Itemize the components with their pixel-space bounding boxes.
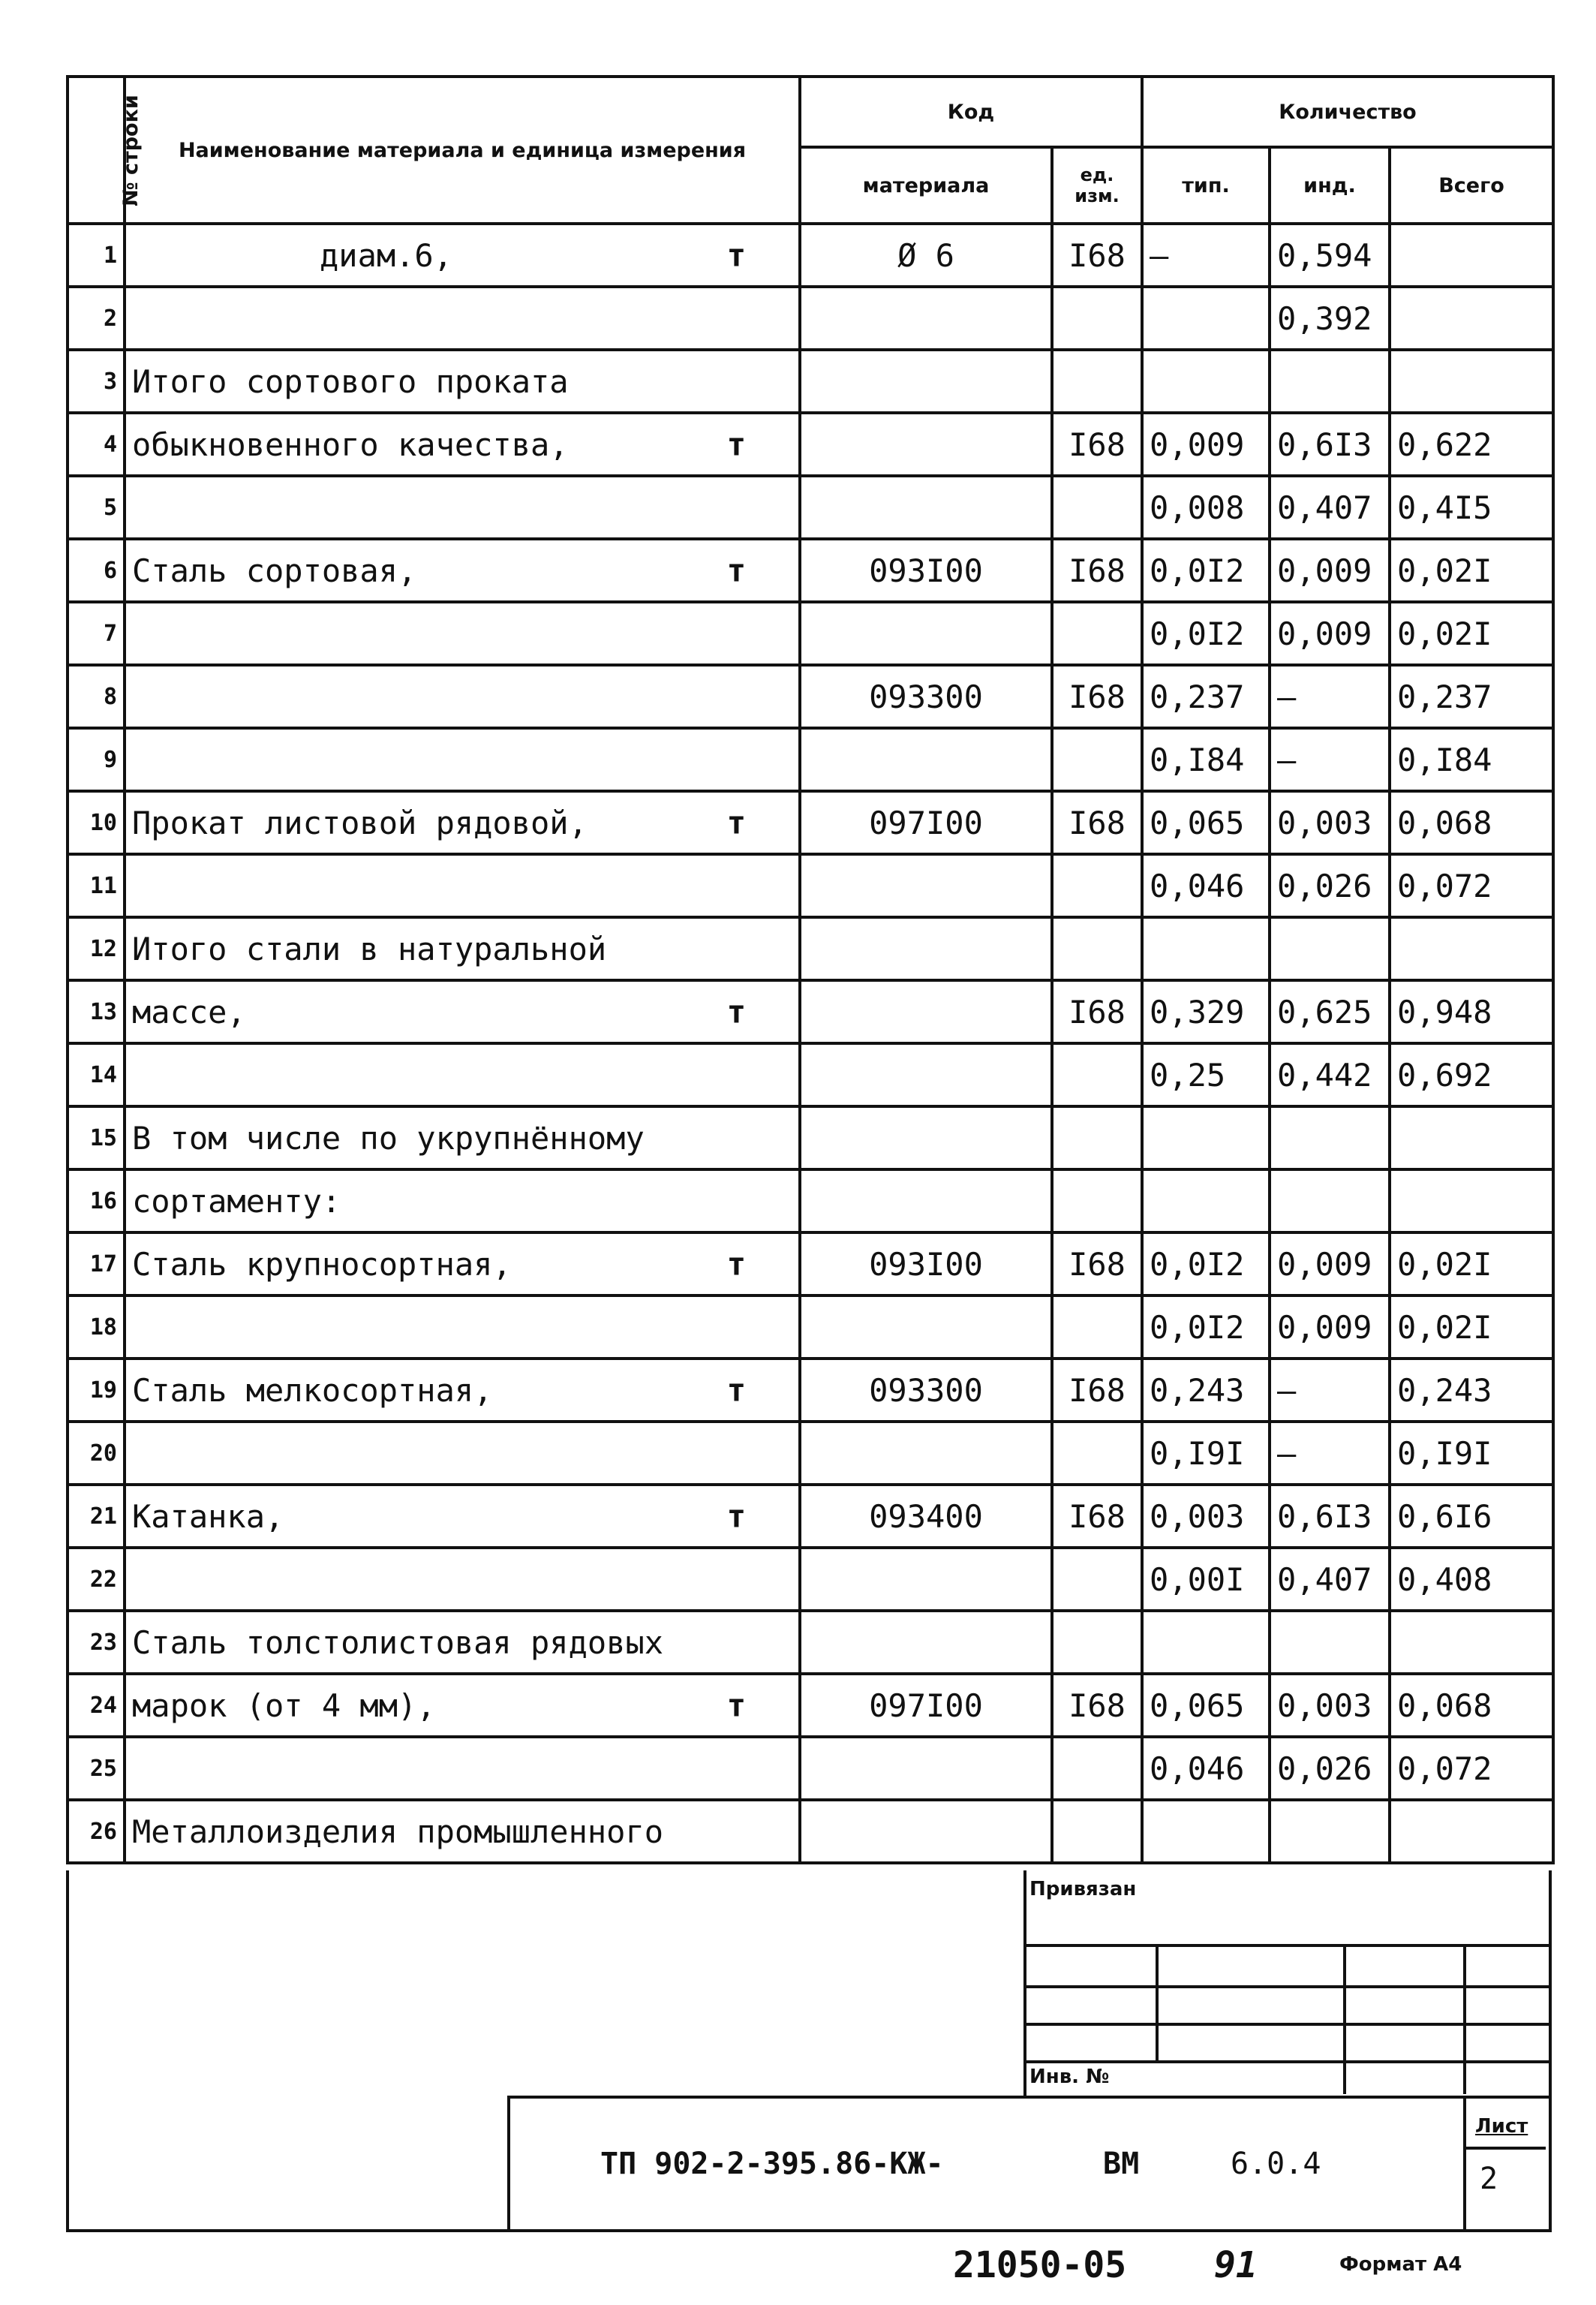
document-vm: ВМ: [1103, 2147, 1140, 2181]
unit-code: [1052, 1422, 1142, 1485]
unit-code: I68: [1052, 665, 1142, 728]
quantity-total: 0,243: [1390, 1359, 1553, 1422]
document-code: ТП 902-2-395.86-КЖ-: [600, 2147, 944, 2181]
unit-code: [1052, 1800, 1142, 1863]
unit-of-measure: т: [726, 1687, 746, 1724]
quantity-typ: 0,I9I: [1142, 1422, 1270, 1485]
material-name: [125, 791, 800, 854]
unit-of-measure: т: [726, 804, 746, 841]
material-name: [125, 602, 800, 665]
row-number: 21: [68, 1485, 125, 1548]
material-name: [125, 917, 800, 980]
quantity-ind: 0,6I3: [1270, 1485, 1390, 1548]
quantity-total: 0,068: [1390, 1674, 1553, 1737]
material-name: [125, 1359, 800, 1422]
unit-code: I68: [1052, 791, 1142, 854]
quantity-ind: 0,009: [1270, 1232, 1390, 1295]
material-code: 093300: [800, 1359, 1052, 1422]
quantity-ind: 0,026: [1270, 1737, 1390, 1800]
material-code: [800, 1106, 1052, 1169]
row-number: 8: [68, 665, 125, 728]
material-name-text: массе,: [132, 993, 246, 1031]
material-name-text: марок (от 4 мм),: [132, 1687, 436, 1724]
unit-of-measure: т: [726, 993, 746, 1031]
row-number: 13: [68, 980, 125, 1043]
table-row: [68, 1043, 1553, 1106]
material-code: [800, 854, 1052, 917]
document-number: 6.0.4: [1231, 2147, 1321, 2181]
quantity-ind: [1270, 1169, 1390, 1232]
quantity-ind: 0,009: [1270, 539, 1390, 602]
unit-code: [1052, 728, 1142, 791]
material-name: [125, 539, 800, 602]
code-header: Код: [800, 77, 1142, 147]
material-name: [125, 1485, 800, 1548]
inventory-number-label: Инв. №: [1029, 2066, 1110, 2088]
unit-code: [1052, 1106, 1142, 1169]
unit-code: I68: [1052, 1232, 1142, 1295]
material-code: [800, 1611, 1052, 1674]
row-number-header: № строки: [68, 77, 125, 224]
quantity-typ: [1142, 350, 1270, 413]
row-number: 19: [68, 1359, 125, 1422]
row-number: 26: [68, 1800, 125, 1863]
material-name: [125, 665, 800, 728]
material-code: 097I00: [800, 1674, 1052, 1737]
table-row: [68, 539, 1553, 602]
material-name-header: Наименование материала и единица измерения: [125, 77, 800, 224]
material-name: [125, 1674, 800, 1737]
quantity-total: 0,072: [1390, 854, 1553, 917]
material-name-text: Сталь толстолистовая рядовых: [132, 1623, 664, 1661]
material-name-text: Сталь крупносортная,: [132, 1245, 512, 1283]
material-name: [125, 1422, 800, 1485]
unit-of-measure: т: [726, 1497, 746, 1535]
quantity-total: 0,02I: [1390, 539, 1553, 602]
unit-code: [1052, 1295, 1142, 1359]
row-number: 7: [68, 602, 125, 665]
unit-code: I68: [1052, 224, 1142, 287]
unit-of-measure: т: [726, 1371, 746, 1409]
quantity-typ: [1142, 1169, 1270, 1232]
material-name: [125, 980, 800, 1043]
quantity-typ: 0,008: [1142, 476, 1270, 539]
quantity-total: 0,4I5: [1390, 476, 1553, 539]
quantity-ind: 0,392: [1270, 287, 1390, 350]
quantity-ind: 0,003: [1270, 791, 1390, 854]
sheet-number: 2: [1480, 2162, 1498, 2196]
material-name-text: Металлоизделия промышленного: [132, 1813, 664, 1850]
material-name-text: Катанка,: [132, 1497, 284, 1535]
quantity-total: 0,I9I: [1390, 1422, 1553, 1485]
material-code: [800, 287, 1052, 350]
quantity-total: 0,I84: [1390, 728, 1553, 791]
unit-of-measure: т: [726, 1245, 746, 1283]
quantity-total: 0,068: [1390, 791, 1553, 854]
table-row: [68, 1106, 1553, 1169]
material-code: [800, 728, 1052, 791]
material-code: [800, 350, 1052, 413]
material-name: [125, 1106, 800, 1169]
material-code: [800, 1422, 1052, 1485]
quantity-typ: [1142, 1106, 1270, 1169]
table-row: [68, 1800, 1553, 1863]
quantity-ind: 0,009: [1270, 602, 1390, 665]
quantity-ind: 0,442: [1270, 1043, 1390, 1106]
quantity-typ: 0,009: [1142, 413, 1270, 476]
material-name: [125, 1232, 800, 1295]
unit-code: [1052, 854, 1142, 917]
unit-code: [1052, 287, 1142, 350]
quantity-ind: 0,407: [1270, 476, 1390, 539]
material-name: [125, 1800, 800, 1863]
material-code: [800, 1800, 1052, 1863]
table-row: [68, 980, 1553, 1043]
row-number: 12: [68, 917, 125, 980]
row-number: 5: [68, 476, 125, 539]
table-row: [68, 1485, 1553, 1548]
quantity-total: [1390, 224, 1553, 287]
quantity-typ: 0,00I: [1142, 1548, 1270, 1611]
material-code: 093I00: [800, 1232, 1052, 1295]
unit-code: [1052, 602, 1142, 665]
material-name: [125, 1737, 800, 1800]
quantity-total: [1390, 287, 1553, 350]
ind-header: инд.: [1270, 147, 1390, 224]
unit-code: [1052, 1548, 1142, 1611]
row-number: 23: [68, 1611, 125, 1674]
quantity-total: 0,6I6: [1390, 1485, 1553, 1548]
quantity-total: 0,408: [1390, 1548, 1553, 1611]
material-code: [800, 1548, 1052, 1611]
quantity-ind: [1270, 1800, 1390, 1863]
quantity-total: 0,02I: [1390, 602, 1553, 665]
quantity-typ: 0,0I2: [1142, 1232, 1270, 1295]
material-code-header: материала: [800, 147, 1052, 224]
material-code: 093I00: [800, 539, 1052, 602]
material-code: 093400: [800, 1485, 1052, 1548]
material-name: [125, 476, 800, 539]
unit-code: I68: [1052, 539, 1142, 602]
table-row: [68, 1422, 1553, 1485]
row-number: 18: [68, 1295, 125, 1359]
unit-code: [1052, 476, 1142, 539]
quantity-typ: 0,25: [1142, 1043, 1270, 1106]
typ-header: тип.: [1142, 147, 1270, 224]
table-row: [68, 728, 1553, 791]
unit-code: [1052, 1169, 1142, 1232]
row-number: 17: [68, 1232, 125, 1295]
table-row: [68, 350, 1553, 413]
quantity-total: [1390, 350, 1553, 413]
row-number: 20: [68, 1422, 125, 1485]
quantity-ind: [1270, 350, 1390, 413]
bill-of-materials-table: [66, 75, 1555, 1864]
quantity-typ: [1142, 917, 1270, 980]
quantity-total: [1390, 1106, 1553, 1169]
material-name: [125, 1169, 800, 1232]
material-name-text: Сталь сортовая,: [132, 552, 417, 589]
material-code: 097I00: [800, 791, 1052, 854]
quantity-ind: –: [1270, 1422, 1390, 1485]
quantity-total: [1390, 1800, 1553, 1863]
row-number: 14: [68, 1043, 125, 1106]
unit-code: I68: [1052, 1485, 1142, 1548]
row-number: 2: [68, 287, 125, 350]
material-name-text: сортаменту:: [132, 1182, 341, 1220]
material-name: [125, 287, 800, 350]
row-number: 24: [68, 1674, 125, 1737]
row-number: 11: [68, 854, 125, 917]
material-name-text: Итого сортового проката: [132, 363, 569, 400]
quantity-typ: 0,329: [1142, 980, 1270, 1043]
table-row: [68, 1611, 1553, 1674]
table-row: [68, 1232, 1553, 1295]
table-row: [68, 1548, 1553, 1611]
quantity-typ: 0,065: [1142, 791, 1270, 854]
table-row: [68, 224, 1553, 287]
quantity-ind: [1270, 1106, 1390, 1169]
material-code: 093300: [800, 665, 1052, 728]
material-code: [800, 1043, 1052, 1106]
quantity-total: 0,02I: [1390, 1232, 1553, 1295]
material-code: [800, 602, 1052, 665]
unit-code: I68: [1052, 1359, 1142, 1422]
row-number: 10: [68, 791, 125, 854]
row-number: 9: [68, 728, 125, 791]
unit-of-measure: т: [726, 236, 746, 274]
quantity-total: 0,237: [1390, 665, 1553, 728]
quantity-total: 0,692: [1390, 1043, 1553, 1106]
quantity-typ: 0,I84: [1142, 728, 1270, 791]
format-label: Формат А4: [1339, 2253, 1462, 2276]
table-row: [68, 1295, 1553, 1359]
quantity-ind: 0,009: [1270, 1295, 1390, 1359]
row-number: 25: [68, 1737, 125, 1800]
table-row: [68, 917, 1553, 980]
quantity-typ: 0,065: [1142, 1674, 1270, 1737]
table-row: [68, 665, 1553, 728]
table-row: [68, 1737, 1553, 1800]
quantity-typ: [1142, 1611, 1270, 1674]
quantity-typ: 0,0I2: [1142, 539, 1270, 602]
material-code: [800, 476, 1052, 539]
table-row: [68, 287, 1553, 350]
sheet-label: Лист: [1475, 2115, 1528, 2138]
row-number: 1: [68, 224, 125, 287]
material-code: [800, 1169, 1052, 1232]
quantity-total: [1390, 1611, 1553, 1674]
material-name-text: В том числе по укрупнённому: [132, 1119, 645, 1157]
unit-of-measure: т: [726, 426, 746, 463]
quantity-ind: –: [1270, 665, 1390, 728]
material-name-text: Прокат листовой рядовой,: [132, 804, 588, 841]
material-name: [125, 728, 800, 791]
table-row: [68, 476, 1553, 539]
quantity-header: Количество: [1142, 77, 1553, 147]
quantity-ind: [1270, 1611, 1390, 1674]
quantity-typ: [1142, 287, 1270, 350]
unit-code: I68: [1052, 980, 1142, 1043]
quantity-typ: 0,003: [1142, 1485, 1270, 1548]
quantity-typ: 0,237: [1142, 665, 1270, 728]
material-name: [125, 1043, 800, 1106]
quantity-typ: 0,243: [1142, 1359, 1270, 1422]
table-row: [68, 602, 1553, 665]
material-name-text: Сталь мелкосортная,: [132, 1371, 493, 1409]
material-name-text: обыкновенного качества,: [132, 426, 569, 463]
stamp-number: 21050-05: [953, 2244, 1127, 2286]
quantity-ind: 0,594: [1270, 224, 1390, 287]
quantity-ind: –: [1270, 728, 1390, 791]
unit-code: [1052, 1737, 1142, 1800]
material-name: [125, 350, 800, 413]
table-row: [68, 413, 1553, 476]
table-row: [68, 1169, 1553, 1232]
quantity-ind: –: [1270, 1359, 1390, 1422]
unit-of-measure: т: [726, 552, 746, 589]
table-row: [68, 854, 1553, 917]
quantity-typ: 0,0I2: [1142, 602, 1270, 665]
material-code: [800, 980, 1052, 1043]
quantity-ind: 0,026: [1270, 854, 1390, 917]
row-number: 15: [68, 1106, 125, 1169]
stamp-suffix: 91: [1214, 2244, 1258, 2286]
quantity-typ: 0,046: [1142, 1737, 1270, 1800]
row-number: 6: [68, 539, 125, 602]
row-number: 4: [68, 413, 125, 476]
unit-code: [1052, 1611, 1142, 1674]
material-code: Ø 6: [800, 224, 1052, 287]
material-name-text: диам.6,: [320, 236, 453, 274]
total-header: Всего: [1390, 147, 1553, 224]
unit-code: [1052, 350, 1142, 413]
material-name: [125, 1548, 800, 1611]
material-name: [125, 1611, 800, 1674]
material-name: [125, 854, 800, 917]
quantity-ind: 0,625: [1270, 980, 1390, 1043]
quantity-total: 0,072: [1390, 1737, 1553, 1800]
material-code: [800, 1737, 1052, 1800]
quantity-total: [1390, 1169, 1553, 1232]
row-number: 16: [68, 1169, 125, 1232]
quantity-typ: 0,046: [1142, 854, 1270, 917]
quantity-ind: 0,003: [1270, 1674, 1390, 1737]
quantity-total: 0,948: [1390, 980, 1553, 1043]
table-row: [68, 791, 1553, 854]
material-name: [125, 1295, 800, 1359]
table-row: [68, 1359, 1553, 1422]
row-number: 22: [68, 1548, 125, 1611]
material-name: [125, 413, 800, 476]
material-name-text: Итого стали в натуральной: [132, 930, 607, 967]
quantity-typ: –: [1142, 224, 1270, 287]
unit-code: [1052, 1043, 1142, 1106]
quantity-typ: [1142, 1800, 1270, 1863]
table-row: [68, 1674, 1553, 1737]
material-code: [800, 917, 1052, 980]
quantity-total: 0,622: [1390, 413, 1553, 476]
material-code: [800, 1295, 1052, 1359]
quantity-typ: 0,0I2: [1142, 1295, 1270, 1359]
quantity-total: [1390, 917, 1553, 980]
unit-code: I68: [1052, 1674, 1142, 1737]
unit-code: [1052, 917, 1142, 980]
privyazan-label: Привязан: [1029, 1878, 1137, 1900]
unit-code-header: ед. изм.: [1052, 147, 1142, 224]
row-number: 3: [68, 350, 125, 413]
unit-code: I68: [1052, 413, 1142, 476]
quantity-ind: 0,6I3: [1270, 413, 1390, 476]
material-name: [125, 224, 800, 287]
material-code: [800, 413, 1052, 476]
quantity-ind: 0,407: [1270, 1548, 1390, 1611]
quantity-ind: [1270, 917, 1390, 980]
quantity-total: 0,02I: [1390, 1295, 1553, 1359]
